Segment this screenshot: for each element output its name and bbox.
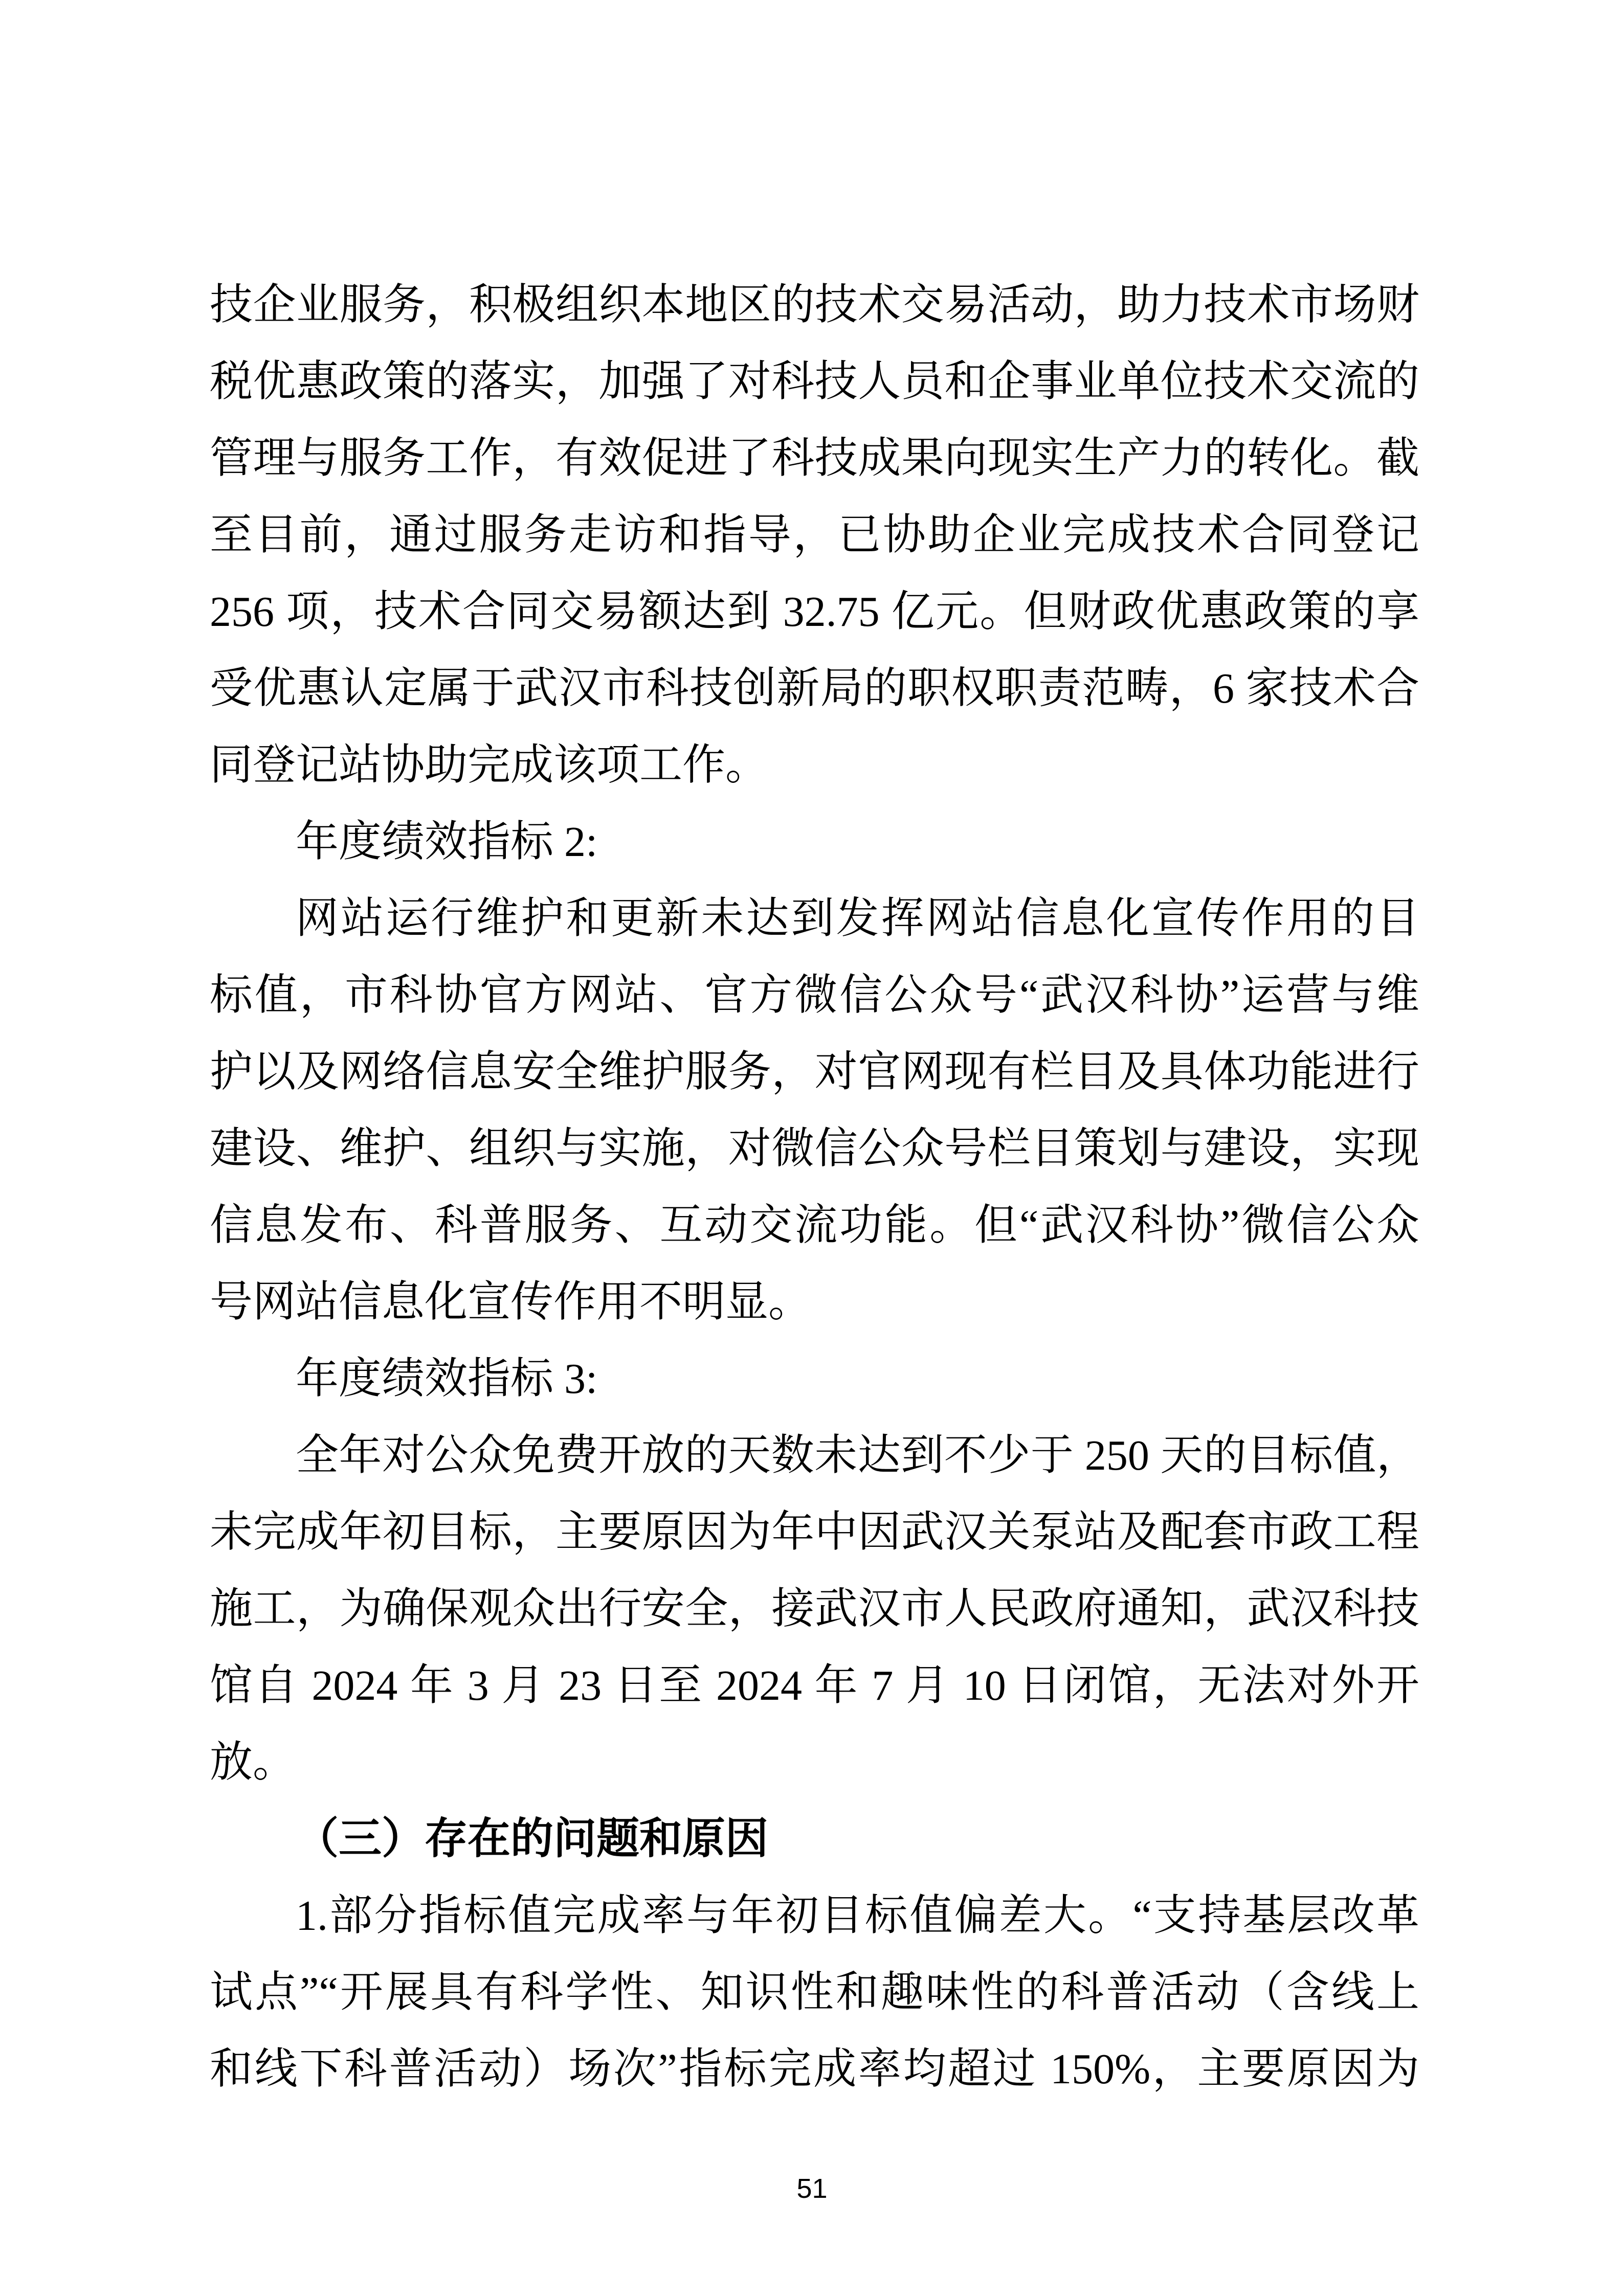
text-line: 和线下科普活动）场次”指标完成率均超过 150%，主要原因为 bbox=[210, 2045, 1419, 2093]
text-line: 号网站信息化宣传作用不明显。 bbox=[210, 1278, 812, 1326]
text-line: 未完成年初目标，主要原因为年中因武汉关泵站及配套市政工程 bbox=[210, 1509, 1419, 1556]
text-line: 网站运行维护和更新未达到发挥网站信息化宣传作用的目 bbox=[296, 895, 1419, 942]
text-line: 全年对公众免费开放的天数未达到不少于 250 天的目标值， bbox=[296, 1432, 1419, 1479]
text-line: 受优惠认定属于武汉市科技创新局的职权职责范畴，6 家技术合 bbox=[210, 665, 1419, 712]
text-line: 年度绩效指标 3: bbox=[296, 1355, 598, 1403]
text-line: 试点”“开展具有科学性、知识性和趣味性的科普活动（含线上 bbox=[210, 1969, 1419, 2016]
text-line: 护以及网络信息安全维护服务，对官网现有栏目及具体功能进行 bbox=[210, 1048, 1419, 1096]
text-line: 标值，市科协官方网站、官方微信公众号“武汉科协”运营与维 bbox=[210, 972, 1419, 1019]
text-line: 信息发布、科普服务、互动交流功能。但“武汉科协”微信公众 bbox=[210, 1202, 1419, 1249]
text-line: 1.部分指标值完成率与年初目标值偏差大。“支持基层改革 bbox=[296, 1892, 1419, 1940]
text-line: 256 项，技术合同交易额达到 32.75 亿元。但财政优惠政策的享 bbox=[210, 588, 1419, 636]
section-heading: （三）存在的问题和原因 bbox=[296, 1815, 769, 1863]
text-line: 馆自 2024 年 3 月 23 日至 2024 年 7 月 10 日闭馆，无法对外开放。 bbox=[210, 1662, 1419, 1786]
text-line: 同登记站协助完成该项工作。 bbox=[210, 741, 769, 789]
text-line: 施工，为确保观众出行安全，接武汉市人民政府通知，武汉科技 bbox=[210, 1585, 1419, 1633]
text-line: 技企业服务，积极组织本地区的技术交易活动，助力技术市场财 bbox=[210, 281, 1419, 329]
text-line: 税优惠政策的落实，加强了对科技人员和企事业单位技术交流的 bbox=[210, 358, 1419, 406]
text-line: 至目前，通过服务走访和指导，已协助企业完成技术合同登记 bbox=[210, 511, 1419, 559]
text-line: 建设、维护、组织与实施，对微信公众号栏目策划与建设，实现 bbox=[210, 1125, 1419, 1173]
text-line: 年度绩效指标 2: bbox=[296, 818, 598, 866]
document-body bbox=[210, 267, 1419, 2108]
text-line: 管理与服务工作，有效促进了科技成果向现实生产力的转化。截 bbox=[210, 435, 1419, 482]
page-number: 51 bbox=[796, 2173, 828, 2204]
